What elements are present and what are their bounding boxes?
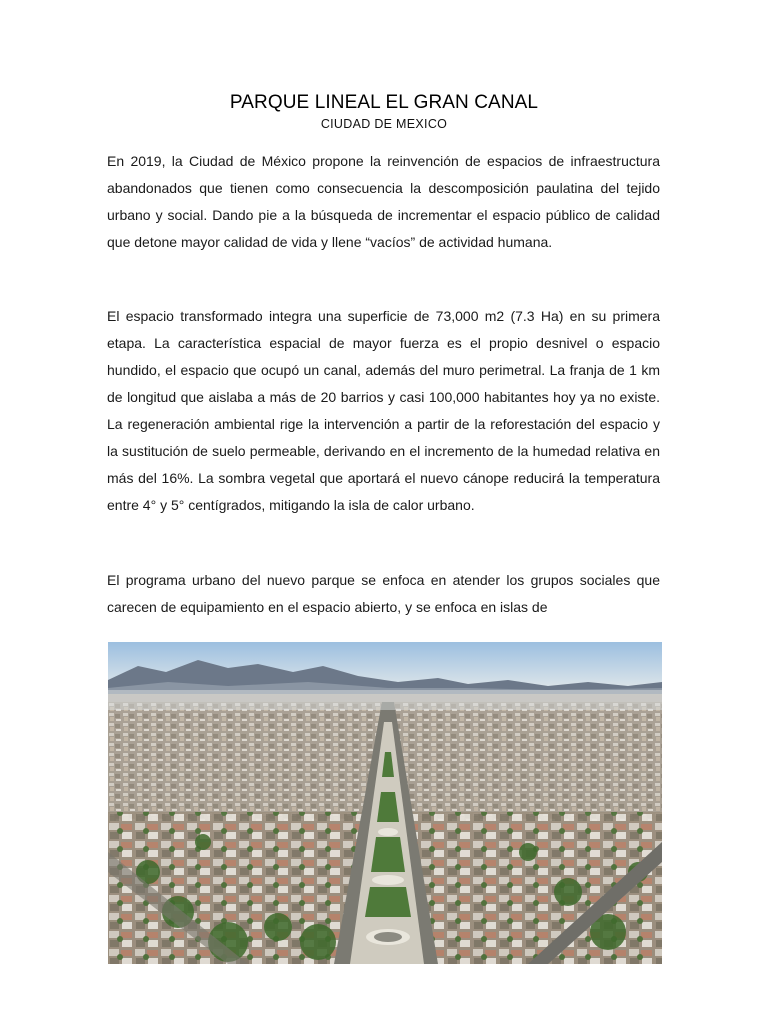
paragraph-space: El espacio transformado integra una superficie de 73,000 m2 (7.3 Ha) en su primera etapa. La característica espacial de mayor fuerza es el propio desnivel o espacio hundido, el espacio que ocupó un canal, además del muro perimetral. La franja de 1 km de longitud que aislaba a más de 20 barrios y casi 100,000 habitantes hoy ya no existe. La regeneración ambiental rige la intervención a partir de la reforestación del espacio y la sustitución de suelo permeable, derivando en el incremento de la humedad relativa en más del 16%. La sombra vegetal que aportará el nuevo cánope reducirá la temperatura entre 4° y 5° centígrados, mitigando la isla de calor urbano. <box>107 308 660 513</box>
paragraph-program: El programa urbano del nuevo parque se enfoca en atender los grupos sociales que carecen de equipamiento en el espacio abierto, y se enfoca en islas de <box>107 572 660 615</box>
aerial-park-photo <box>108 642 662 964</box>
document-title: PARQUE LINEAL EL GRAN CANAL <box>229 92 539 113</box>
paragraph-intro: En 2019, la Ciudad de México propone la reinvención de espacios de infraestructura abandonados que tienen como consecuencia la descomposición paulatina del tejido urbano y social. Dando pie a la búsqueda de incrementar el espacio público de calidad que detone mayor calidad de vida y llene “vacíos” de actividad humana. <box>107 153 660 250</box>
document-subtitle: CIUDAD DE MEXICO <box>320 117 448 131</box>
